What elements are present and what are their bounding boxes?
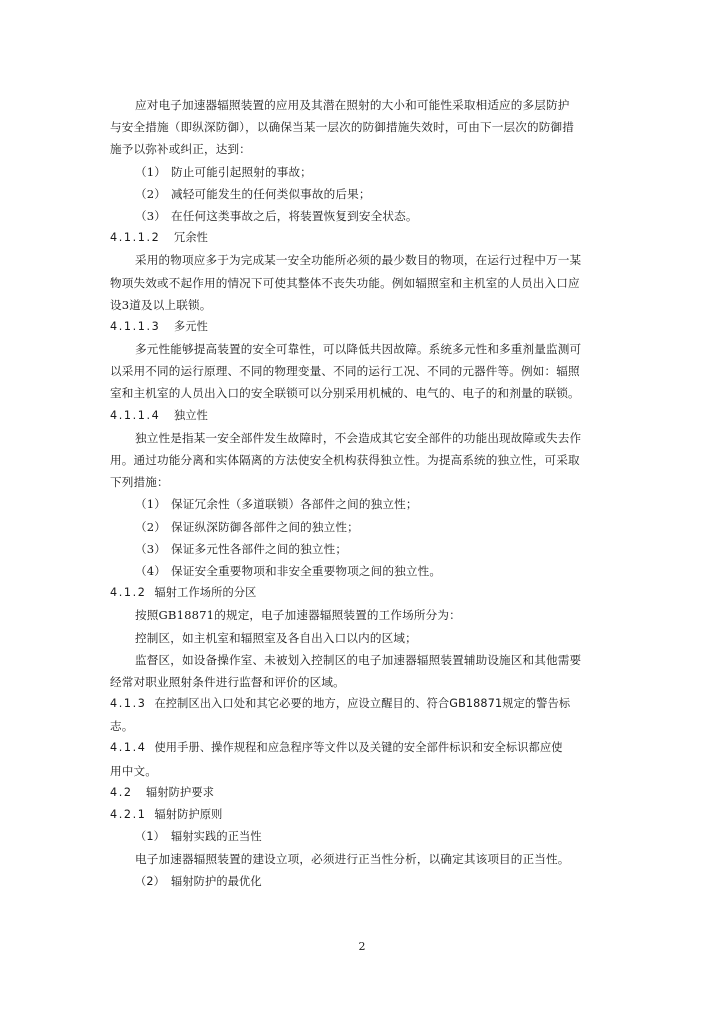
item-number: （1） [135, 830, 165, 844]
s4114-item-3 [110, 538, 615, 560]
s4112-line-3: 设3道及以上联锁。 [110, 297, 212, 312]
section-number: 4.1.1.4 [110, 408, 161, 422]
item-number: （2） [135, 186, 167, 201]
item-text: 防止可能引起照射的事故； [171, 164, 312, 179]
heading-4-1-1-3 [110, 316, 615, 338]
section-number: 4.2.1 [110, 808, 147, 821]
s4113-line-3: 室和主机室的人员出入口的安全联锁可以分别采用机械的、电气的、电子的和剂量的联锁。 [110, 386, 580, 401]
item-number: （2） [135, 874, 165, 888]
s412-line-2: 控制区，如主机室和辐照室及各自出入口以内的区域； [135, 630, 417, 645]
intro-line-3: 施予以弥补或纠正，达到： [110, 142, 251, 157]
item-number: （1） [135, 164, 167, 179]
clause-4-1-3 [110, 693, 615, 715]
document-page [110, 94, 615, 893]
section-number: 4.1.4 [110, 741, 147, 755]
intro-line-1: 应对电子加速器辐照装置的应用及其潜在照射的大小和可能性采取相适应的多层防护 [135, 98, 570, 112]
item-number: （3） [135, 208, 167, 223]
item-text: 保证纵深防御各部件之间的独立性； [171, 519, 359, 534]
s412-line-4: 经常对职业照射条件进行监督和评价的区域。 [110, 674, 345, 689]
s4112-line-2: 物项失效或不起作用的情况下可使其整体不丧失功能。例如辐照室和主机室的人员出入口应 [110, 275, 580, 290]
heading-4-1-1-4 [110, 405, 615, 427]
section-number: 4.1.2 [110, 586, 147, 600]
intro-item-2 [110, 183, 615, 205]
section-title: 冗余性 [174, 231, 209, 245]
s4114-line-2: 用。通过功能分离和实体隔离的方法使安全机构获得独立性。为提高系统的独立性，可采取 [110, 453, 580, 467]
s4114-item-4 [110, 560, 615, 582]
principle-1-heading [110, 826, 615, 848]
section-title: 多元性 [174, 319, 209, 333]
clause-text: 使用手册、操作规程和应急程序等文件以及关键的安全部件标识和安全标识都应使 [154, 741, 563, 755]
item-text: 减轻可能发生的任何类似事故的后果； [171, 186, 371, 201]
intro-item-1 [110, 161, 615, 183]
item-number: （2） [135, 519, 167, 534]
item-text: 保证多元性各部件之间的独立性； [171, 541, 348, 556]
s412-line-1: 按照GB18871的规定，电子加速器辐照装置的工作场所分为： [135, 608, 461, 623]
item-number: （4） [135, 563, 167, 578]
s4114-line-1: 独立性是指某一安全部件发生故障时，不会造成其它安全部件的功能出现故障或失去作 [135, 430, 582, 445]
s4113-line-1: 多元性能够提高装置的安全可靠性，可以降低共因故障。系统多元性和多重剂量监测可 [135, 342, 582, 357]
principle-title: 辐射实践的正当性 [171, 830, 262, 844]
section-number: 4.1.1.2 [110, 231, 161, 245]
s4114-item-2 [110, 516, 615, 538]
section-number: 4.2 [110, 785, 133, 799]
item-text: 保证冗余性（多道联锁）各部件之间的独立性； [171, 497, 418, 512]
item-text: 保证安全重要物项和非安全重要物项之间的独立性。 [171, 563, 442, 578]
principle-1-text: 电子加速器辐照装置的建设立项，必须进行正当性分析，以确定其该项目的正当性。 [135, 852, 570, 867]
section-title: 独立性 [174, 408, 209, 422]
section-number: 4.1.1.3 [110, 319, 161, 333]
item-number: （1） [135, 497, 167, 512]
intro-item-3 [110, 205, 615, 227]
clause-4-1-4 [110, 737, 615, 759]
section-title: 辐射防护原则 [154, 808, 223, 821]
s4112-line-1: 采用的物项应多于为完成某一安全功能所必须的最少数目的物项，在运行过程中万一某 [135, 253, 582, 268]
intro-line-2: 与安全措施（即纵深防御），以确保当某一层次的防御措施失效时，可由下一层次的防御措 [110, 120, 574, 135]
s412-line-3: 监督区，如设备操作室、未被划入控制区的电子加速器辐照装置辅助设施区和其他需要 [135, 652, 582, 667]
heading-4-2 [110, 782, 615, 804]
section-number: 4.1.3 [110, 697, 147, 711]
heading-4-1-1-2 [110, 227, 615, 249]
s4113-line-2: 以采用不同的运行原理、不同的物理变量、不同的运行工况、不同的元器件等。例如：辐照 [110, 364, 580, 379]
item-text: 在任何这类事故之后，将装置恢复到安全状态。 [171, 208, 418, 223]
page-number: 2 [358, 940, 366, 953]
item-number: （3） [135, 541, 167, 556]
s4114-line-3: 下列措施： [110, 475, 169, 490]
s4114-item-1 [110, 493, 615, 515]
section-title: 辐射防护要求 [146, 785, 215, 799]
s414-line-2: 用中文。 [110, 763, 157, 778]
clause-text: 在控制区出入口处和其它必要的地方，应设立醒目的、符合GB18871规定的警告标 [154, 697, 571, 711]
heading-4-1-2 [110, 582, 615, 604]
heading-4-2-1 [110, 804, 615, 826]
principle-title: 辐射防护的最优化 [171, 874, 262, 888]
section-title: 辐射工作场所的分区 [154, 586, 257, 600]
s413-line-2: 志。 [110, 719, 134, 734]
principle-2-heading [110, 871, 615, 893]
